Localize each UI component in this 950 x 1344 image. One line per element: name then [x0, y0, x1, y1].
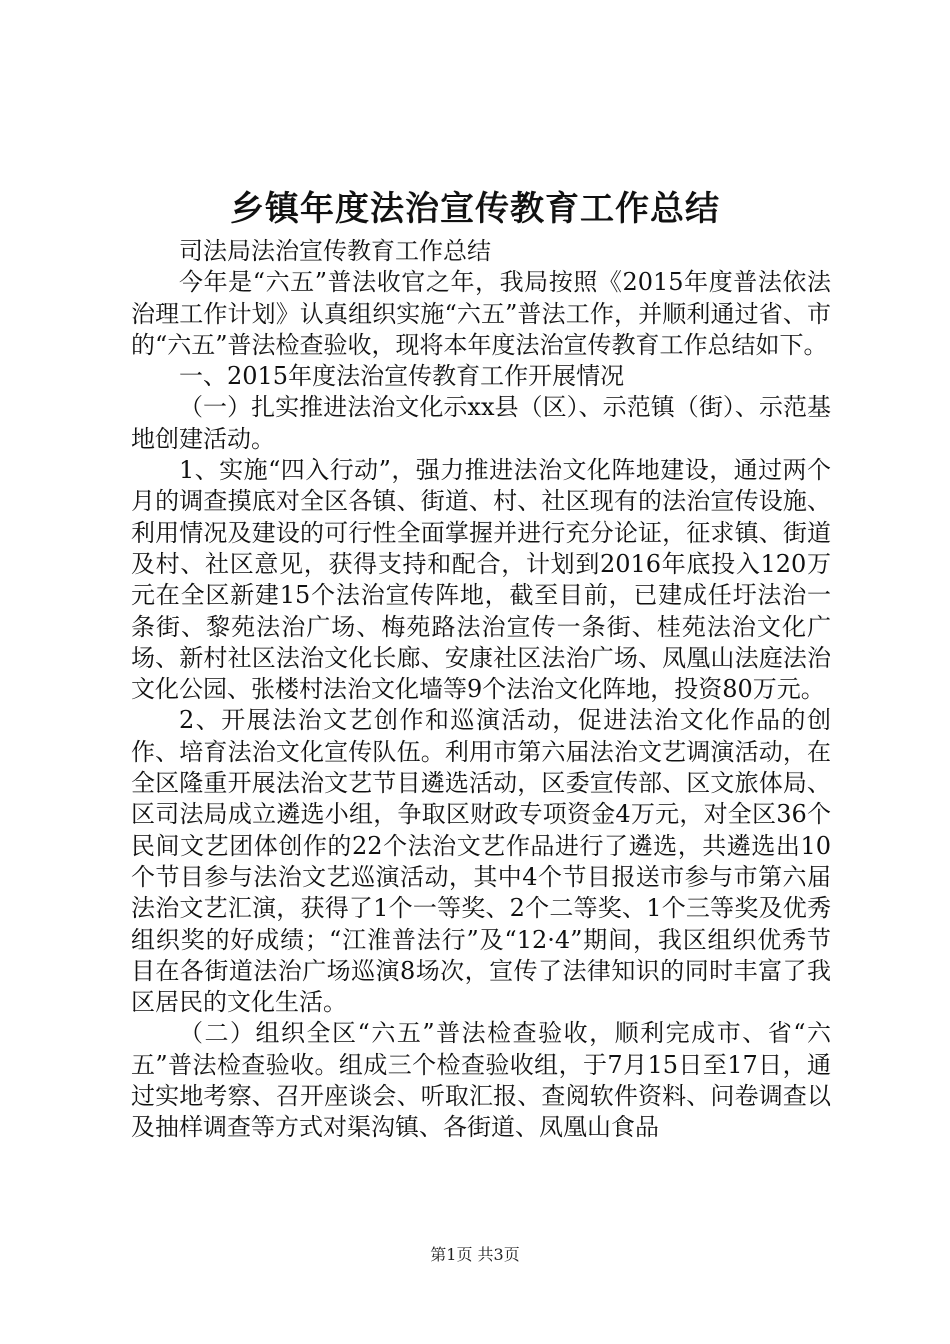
document-body — [131, 236, 831, 1144]
page-footer: 第1页 共3页 — [430, 1245, 520, 1264]
subsection-heading: （一）扎实推进法治文化示xx县（区）、示范镇（街）、示范基地创建活动。 — [131, 393, 831, 453]
paragraph-heading-line: 司法局法治宣传教育工作总结 — [179, 237, 491, 265]
paragraph-item-1: 1、实施“四入行动”，强力推进法治文化阵地建设，通过两个月的调查摸底对全区各镇、街道、村、社区现有的法治宣传设施、利用情况及建设的可行性全面掌握并进行充分论证，征求镇、街道及村、社区意见，获得支持和配合，计划到2016年底投入120万元在全区新建15个法治宣传阵地，截至目前，已建成任圩法治一条街、黎苑法治广场、梅苑路法治宣传一条街、桂苑法治文化广场、新村社区法治文化长廊、安康社区法治广场、凤凰山法庭法治文化公园、张楼村法治文化墙等9个法治文化阵地，投资80万元。 — [131, 456, 831, 704]
paragraph-item-2: 2、开展法治文艺创作和巡演活动，促进法治文化作品的创作、培育法治文化宣传队伍。利用市第六届法治文艺调演活动，在全区隆重开展法治文艺节目遴选活动，区委宣传部、区文旅体局、区司法局成立遴选小组，争取区财政专项资金4万元，对全区36个民间文艺团体创作的22个法治文艺作品进行了遴选，共遴选出10个节目参与法治文艺巡演活动，其中4个节目报送市参与市第六届法治文艺汇演，获得了1个一等奖、2个二等奖、1个三等奖及优秀组织奖的好成绩；“江淮普法行”及“12·4”期间，我区组织优秀节目在各街道法治广场巡演8场次，宣传了法律知识的同时丰富了我区居民的文化生活。 — [131, 706, 831, 1017]
document-title: 乡镇年度法治宣传教育工作总结 — [230, 189, 720, 229]
paragraph-subsection-2: （二）组织全区“六五”普法检查验收，顺利完成市、省“六五”普法检查验收。组成三个检查验收组，于7月15日至17日，通过实地考察、召开座谈会、听取汇报、查阅软件资料、问卷调查以及抽样调查等方式对渠沟镇、各街道、凤凰山食品 — [131, 1019, 831, 1142]
section-heading: 一、2015年度法治宣传教育工作开展情况 — [179, 362, 625, 391]
paragraph-intro: 今年是“六五”普法收官之年，我局按照《2015年度普法依法治理工作计划》认真组织实施“六五”普法工作，并顺利通过省、市的“六五”普法检查验收，现将本年度法治宣传教育工作总结如下。 — [131, 268, 831, 359]
